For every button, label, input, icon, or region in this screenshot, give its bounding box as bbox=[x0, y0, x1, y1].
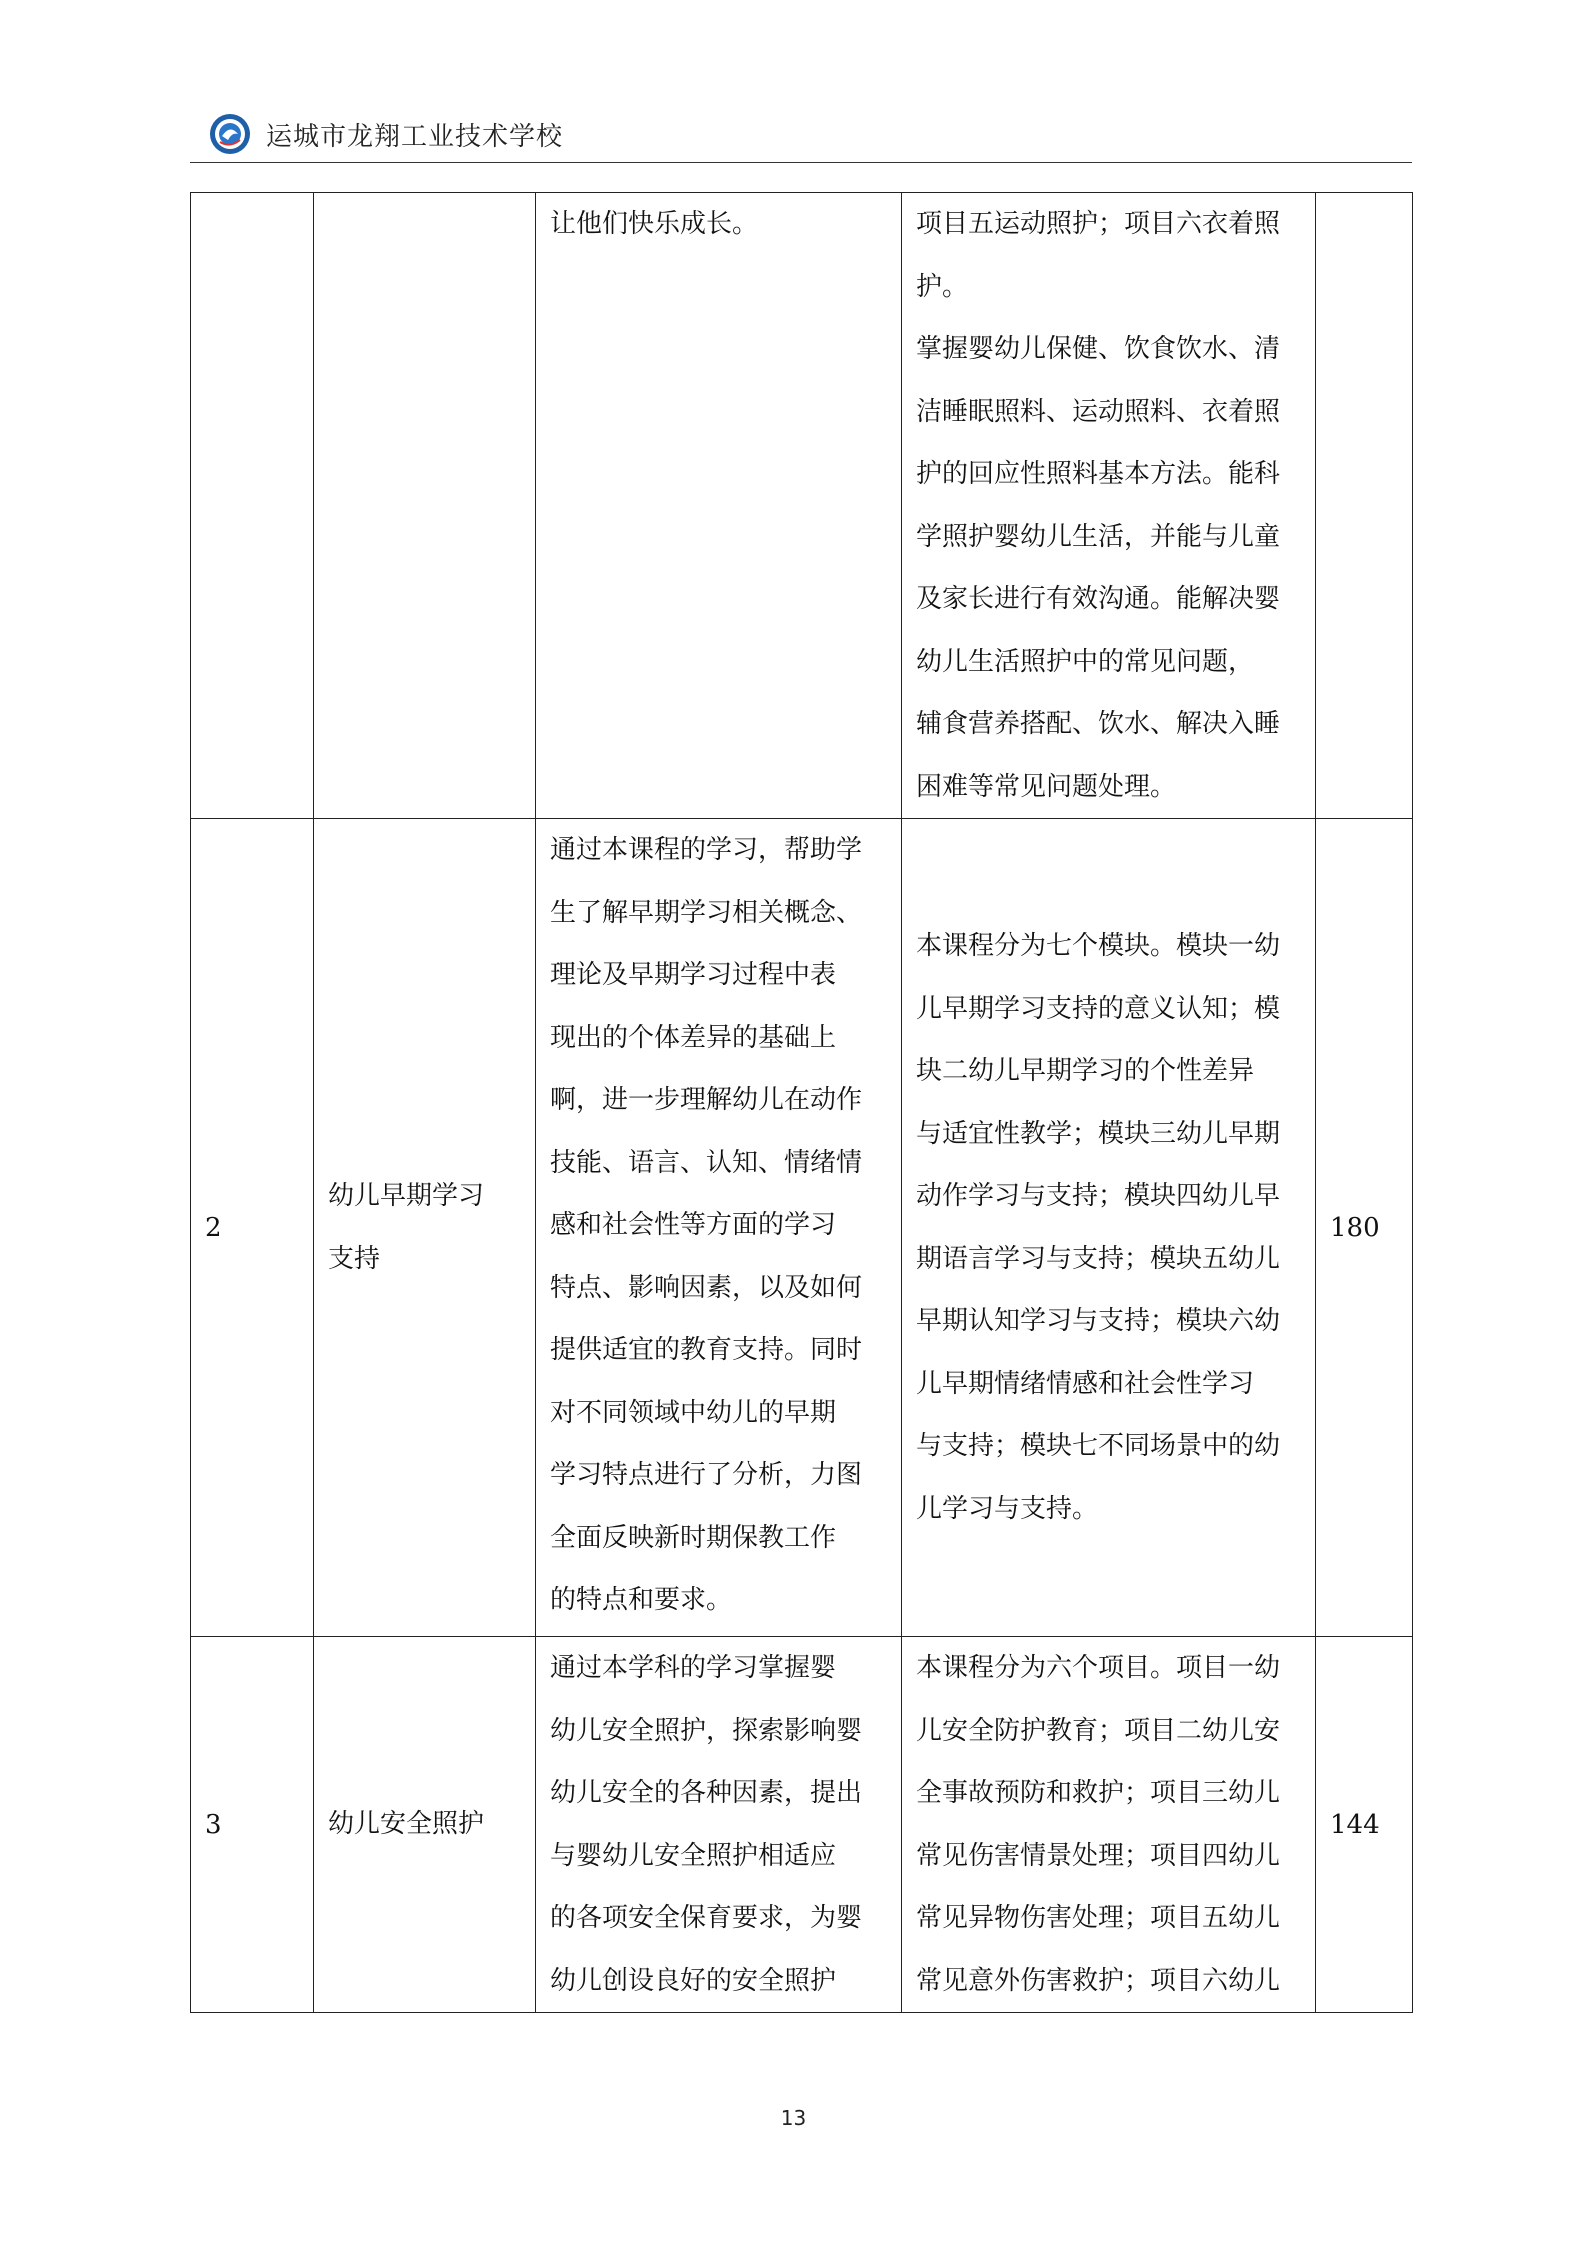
hours-value: 144 bbox=[1330, 1809, 1380, 1840]
table-row bbox=[191, 819, 1413, 1637]
text-line: 期语言学习与支持；模块五幼儿 bbox=[916, 1243, 1281, 1274]
text-line: 感和社会性等方面的学习 bbox=[550, 1210, 837, 1240]
text-line: 特点、影响因素，以及如何 bbox=[550, 1272, 863, 1303]
text-line: 的特点和要求。 bbox=[550, 1585, 733, 1615]
text-line: 本课程分为六个项目。项目一幼 bbox=[916, 1653, 1281, 1683]
school-logo-icon bbox=[208, 112, 252, 156]
course-name-line: 幼儿安全照护 bbox=[328, 1809, 485, 1840]
objective-cell bbox=[536, 193, 902, 819]
course-table bbox=[190, 192, 1413, 2013]
content-cell bbox=[902, 1637, 1316, 2013]
hours-cell bbox=[1316, 819, 1413, 1637]
content-cell bbox=[902, 819, 1316, 1637]
text-line: 常见意外伤害救护；项目六幼儿 bbox=[916, 1965, 1281, 1996]
table-row bbox=[191, 1637, 1413, 2013]
text-line: 辅食营养搭配、饮水、解决入睡 bbox=[916, 709, 1281, 739]
text-line: 本课程分为七个模块。模块一幼 bbox=[916, 931, 1281, 961]
text-line: 幼儿生活照护中的常见问题， bbox=[916, 646, 1255, 677]
text-line: 现出的个体差异的基础上 bbox=[550, 1022, 837, 1053]
text-line: 儿早期情绪情感和社会性学习 bbox=[916, 1368, 1255, 1399]
text-line: 护。 bbox=[916, 271, 969, 302]
school-name: 运城市龙翔工业技术学校 bbox=[266, 122, 564, 152]
course-name-cell bbox=[314, 193, 536, 819]
text-line: 提供适宜的教育支持。同时 bbox=[550, 1335, 863, 1365]
page-number: 13 bbox=[780, 2106, 807, 2130]
text-line: 学照护婴幼儿生活，并能与儿童 bbox=[916, 521, 1281, 552]
text-line: 掌握婴幼儿保健、饮食饮水、清 bbox=[916, 334, 1281, 364]
row-index: 3 bbox=[205, 1809, 222, 1840]
hours-cell bbox=[1316, 193, 1413, 819]
text-line: 早期认知学习与支持；模块六幼 bbox=[916, 1306, 1281, 1336]
text-line: 常见伤害情景处理；项目四幼儿 bbox=[916, 1840, 1281, 1871]
row-index-cell bbox=[191, 193, 314, 819]
text-line: 幼儿安全照护，探索影响婴 bbox=[550, 1715, 863, 1746]
text-line: 与支持；模块七不同场景中的幼 bbox=[916, 1431, 1281, 1461]
table-row bbox=[191, 193, 1413, 819]
text-line: 全面反映新时期保教工作 bbox=[550, 1522, 837, 1553]
text-line: 生了解早期学习相关概念、 bbox=[550, 897, 863, 928]
text-line: 学习特点进行了分析，力图 bbox=[550, 1460, 863, 1490]
hours-cell bbox=[1316, 1637, 1413, 2013]
text-line: 常见异物伤害处理；项目五幼儿 bbox=[916, 1903, 1281, 1933]
text-line: 与适宜性教学；模块三幼儿早期 bbox=[916, 1118, 1281, 1149]
hours-value: 180 bbox=[1330, 1212, 1380, 1243]
text-line: 与婴幼儿安全照护相适应 bbox=[550, 1840, 837, 1871]
text-line: 全事故预防和救护；项目三幼儿 bbox=[916, 1778, 1281, 1808]
text-line: 洁睡眠照料、运动照料、衣着照 bbox=[916, 396, 1281, 427]
text-line: 儿学习与支持。 bbox=[916, 1493, 1099, 1524]
page-header bbox=[190, 108, 1412, 166]
text-line: 幼儿安全的各种因素，提出 bbox=[550, 1778, 863, 1808]
content-cell bbox=[902, 193, 1316, 819]
text-line: 通过本课程的学习，帮助学 bbox=[550, 835, 863, 865]
text-line: 理论及早期学习过程中表 bbox=[550, 960, 837, 990]
row-index-cell bbox=[191, 819, 314, 1637]
text-line: 及家长进行有效沟通。能解决婴 bbox=[916, 584, 1281, 614]
course-name-line: 幼儿早期学习 bbox=[328, 1181, 485, 1211]
header-divider bbox=[190, 162, 1412, 163]
text-line: 让他们快乐成长。 bbox=[550, 209, 759, 239]
course-name-line: 支持 bbox=[328, 1243, 381, 1274]
text-line: 通过本学科的学习掌握婴 bbox=[550, 1653, 837, 1683]
text-line: 动作学习与支持；模块四幼儿早 bbox=[916, 1181, 1281, 1211]
text-line: 的各项安全保育要求，为婴 bbox=[550, 1903, 863, 1933]
row-index: 2 bbox=[205, 1212, 222, 1243]
text-line: 技能、语言、认知、情绪情 bbox=[550, 1147, 863, 1178]
course-name-cell bbox=[314, 1637, 536, 2013]
text-line: 对不同领域中幼儿的早期 bbox=[550, 1397, 837, 1428]
text-line: 幼儿创设良好的安全照护 bbox=[550, 1965, 837, 1996]
text-line: 护的回应性照料基本方法。能科 bbox=[916, 459, 1281, 489]
course-name-cell bbox=[314, 819, 536, 1637]
objective-cell bbox=[536, 1637, 902, 2013]
text-line: 困难等常见问题处理。 bbox=[916, 771, 1177, 802]
text-line: 儿早期学习支持的意义认知；模 bbox=[916, 993, 1281, 1024]
text-line: 块二幼儿早期学习的个性差异 bbox=[916, 1056, 1255, 1086]
text-line: 儿安全防护教育；项目二幼儿安 bbox=[916, 1715, 1281, 1746]
text-line: 啊，进一步理解幼儿在动作 bbox=[550, 1085, 863, 1115]
text-line: 项目五运动照护；项目六衣着照 bbox=[916, 209, 1281, 239]
objective-cell bbox=[536, 819, 902, 1637]
row-index-cell bbox=[191, 1637, 314, 2013]
